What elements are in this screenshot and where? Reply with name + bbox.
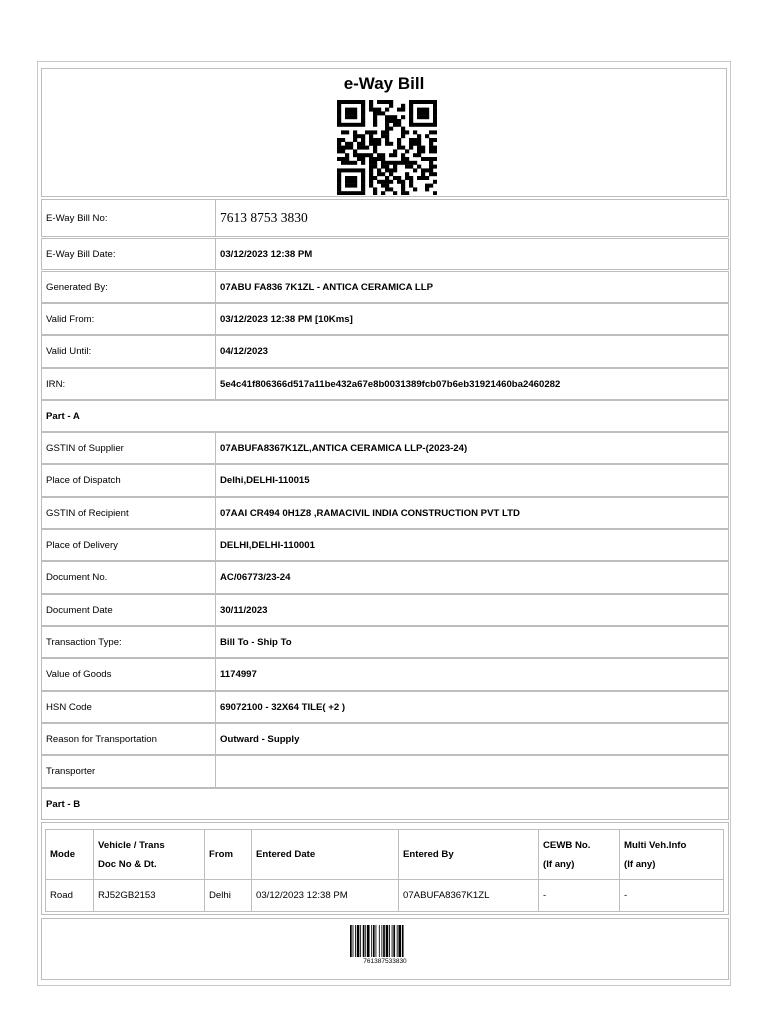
- place-of-dispatch-label: Place of Dispatch: [42, 465, 216, 496]
- transporter-value: [220, 756, 724, 787]
- col-mode: Mode: [46, 830, 94, 880]
- col-vehicle: [94, 830, 205, 880]
- col-multi-line2: (If any): [624, 858, 656, 870]
- cell-entered-date: 03/12/2023 12:38 PM: [252, 880, 399, 912]
- barcode-section: [41, 918, 729, 980]
- irn-label: IRN:: [42, 369, 216, 399]
- place-of-delivery-label: Place of Delivery: [42, 530, 216, 560]
- row-generated-by: [41, 271, 729, 303]
- row-place-of-delivery: [41, 529, 729, 561]
- cell-from: Delhi: [205, 880, 252, 912]
- transaction-type-label: Transaction Type:: [42, 627, 216, 657]
- row-transaction-type: [41, 626, 729, 658]
- row-hsn-code: [41, 691, 729, 723]
- gstin-recipient-value: 07AAI CR494 0H1Z8 ,RAMACIVIL INDIA CONSTRUCTION PVT LTD: [220, 507, 520, 519]
- col-multi-veh: [620, 830, 724, 880]
- eway-bill-date-value: 03/12/2023 12:38 PM: [220, 248, 313, 260]
- reason-transport-label: Reason for Transportation: [42, 724, 216, 754]
- row-gstin-supplier: [41, 432, 729, 464]
- table-row: [46, 880, 724, 912]
- gstin-supplier-value: 07ABUFA8367K1ZL,ANTICA CERAMICA LLP-(2023-24): [220, 442, 468, 454]
- generated-by-label: Generated By:: [42, 272, 216, 302]
- col-cewb-line1: CEWB No.: [543, 839, 591, 851]
- eway-bill-no-label: E-Way Bill No:: [42, 200, 216, 236]
- row-eway-bill-date: [41, 238, 729, 270]
- valid-until-label: Valid Until:: [42, 336, 216, 367]
- row-place-of-dispatch: [41, 464, 729, 497]
- part-a-heading: Part - A: [41, 400, 729, 432]
- barcode-image: [350, 925, 422, 957]
- vehicle-table: [45, 829, 724, 912]
- cell-vehicle: RJ52GB2153: [94, 880, 205, 912]
- row-transporter: [41, 755, 729, 788]
- valid-from-value: 03/12/2023 12:38 PM [10Kms]: [220, 313, 353, 325]
- row-document-no: [41, 561, 729, 594]
- cell-entered-by: 07ABUFA8367K1ZL: [399, 880, 539, 912]
- irn-value: 5e4c41f806366d517a11be432a67e8b0031389fcb07b6eb31921460ba2460282: [220, 378, 561, 390]
- eway-bill-sheet: [37, 61, 731, 986]
- hsn-code-label: HSN Code: [42, 692, 216, 722]
- col-entered-date: Entered Date: [252, 830, 399, 880]
- place-of-delivery-value: DELHI,DELHI-110001: [220, 539, 315, 551]
- row-irn: [41, 368, 729, 400]
- col-cewb-line2: (If any): [543, 858, 575, 870]
- header-section: [41, 68, 727, 197]
- row-eway-bill-no: [41, 199, 729, 237]
- generated-by-value: 07ABU FA836 7K1ZL - ANTICA CERAMICA LLP: [220, 281, 434, 293]
- row-reason-transport: [41, 723, 729, 755]
- transporter-label: Transporter: [42, 756, 216, 787]
- value-of-goods-value: 1174997: [220, 669, 257, 680]
- row-value-of-goods: [41, 658, 729, 691]
- cell-multi-veh: -: [620, 880, 724, 912]
- gstin-supplier-label: GSTIN of Supplier: [42, 433, 216, 463]
- row-valid-from: [41, 303, 729, 335]
- vehicle-table-header: [46, 830, 724, 880]
- col-from: From: [205, 830, 252, 880]
- row-gstin-recipient: [41, 497, 729, 529]
- col-entered-by: Entered By: [399, 830, 539, 880]
- document-no-label: Document No.: [42, 562, 216, 593]
- value-of-goods-label: Value of Goods: [42, 659, 216, 690]
- document-date-value: 30/11/2023: [220, 604, 268, 616]
- col-vehicle-line1: Vehicle / Trans: [98, 839, 165, 851]
- document-date-label: Document Date: [42, 595, 216, 625]
- document-no-value: AC/06773/23-24: [220, 572, 291, 583]
- valid-until-value: 04/12/2023: [220, 346, 269, 357]
- part-b-section: [41, 822, 729, 915]
- place-of-dispatch-value: Delhi,DELHI-110015: [220, 475, 310, 486]
- eway-bill-date-label: E-Way Bill Date:: [42, 239, 216, 269]
- row-document-date: [41, 594, 729, 626]
- valid-from-label: Valid From:: [42, 304, 216, 334]
- qr-code: [337, 100, 437, 195]
- cell-cewb: -: [539, 880, 620, 912]
- eway-bill-no-value: 7613 8753 3830: [220, 210, 308, 225]
- col-vehicle-line2: Doc No & Dt.: [98, 858, 157, 870]
- col-cewb: [539, 830, 620, 880]
- page-title: e-Way Bill: [343, 74, 425, 93]
- reason-transport-value: Outward - Supply: [220, 733, 300, 745]
- row-valid-until: [41, 335, 729, 368]
- transaction-type-value: Bill To - Ship To: [220, 636, 292, 648]
- gstin-recipient-label: GSTIN of Recipient: [42, 498, 216, 528]
- part-b-heading: Part - B: [41, 788, 729, 820]
- col-multi-line1: Multi Veh.Info: [624, 839, 687, 851]
- cell-mode: Road: [46, 880, 94, 912]
- barcode-number: 761387533830: [363, 958, 407, 965]
- hsn-code-value: 69072100 - 32X64 TILE( +2 ): [220, 701, 346, 713]
